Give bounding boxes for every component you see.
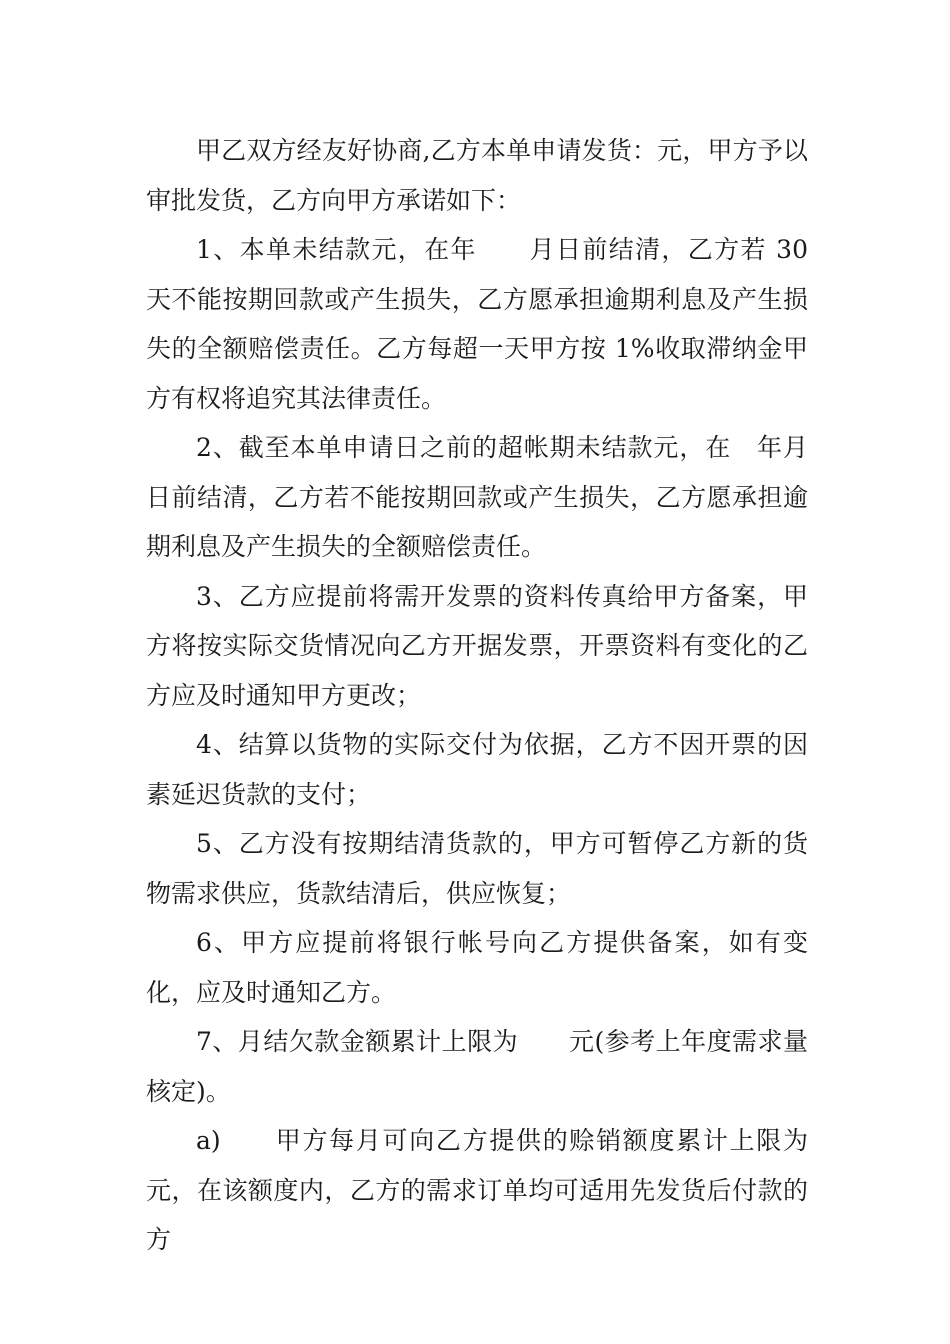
paragraph-clause-1: 1、本单未结款元，在年 月日前结清，乙方若 30 天不能按期回款或产生损失，乙方愿承担逾期利息及产生损失的全额赔偿责任。乙方每超一天甲方按 1%收取滞纳金甲方有权将追究其法律责任。 (146, 235, 816, 413)
paragraph-clause-6: 6、甲方应提前将银行帐号向乙方提供备案，如有变化，应及时通知乙方。 (146, 928, 808, 1007)
paragraph-clause-5: 5、乙方没有按期结清货款的，甲方可暂停乙方新的货物需求供应，货款结清后，供应恢复； (146, 829, 808, 908)
paragraph-clause-2: 2、截至本单申请日之前的超帐期未结款元，在 年月日前结清，乙方若不能按期回款或产生损失，乙方愿承担逾期利息及产生损失的全额赔偿责任。 (146, 433, 808, 561)
document-body (146, 126, 816, 1265)
paragraph-clause-7a: a) 甲方每月可向乙方提供的赊销额度累计上限为元，在该额度内，乙方的需求订单均可适用先发货后付款的方 (146, 1126, 808, 1254)
paragraph-clause-4: 4、结算以货物的实际交付为依据，乙方不因开票的因素延迟货款的支付； (146, 730, 808, 809)
paragraph-clause-7: 7、月结欠款金额累计上限为 元(参考上年度需求量核定)。 (146, 1027, 808, 1106)
paragraph-clause-3: 3、乙方应提前将需开发票的资料传真给甲方备案，甲方将按实际交货情况向乙方开据发票，开票资料有变化的乙方应及时通知甲方更改； (146, 581, 808, 710)
paragraph-intro: 甲乙双方经友好协商,乙方本单申请发货：元，甲方予以审批发货，乙方向甲方承诺如下： (146, 136, 808, 215)
